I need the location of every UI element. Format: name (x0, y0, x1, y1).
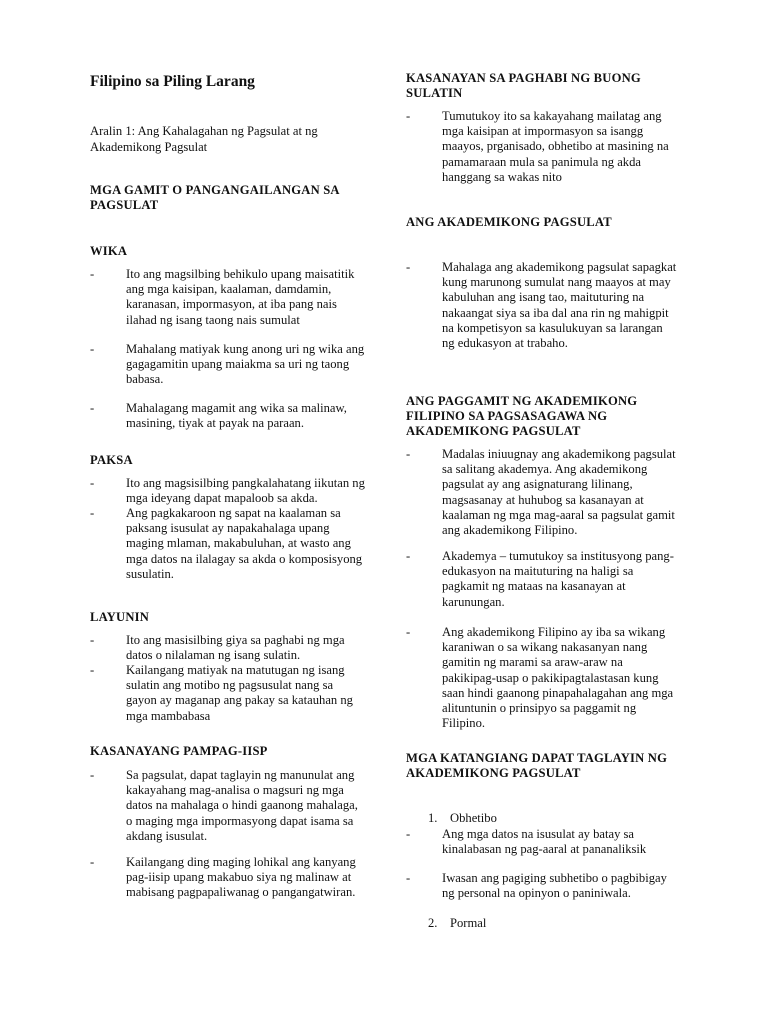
paggamit-item-3-text: Ang akademikong Filipino ay iba sa wikang karaniwan o sa wikang nakasanyan nang gamitin ng marami sa araw-araw na pakikipag-usap o pakikipagtalastasan kung saan hindi gaanong pinapahalagahan ang mga alituntunin o prinsipyo sa paggamit ng Filipino. (442, 625, 674, 731)
number-label: 1. (428, 811, 438, 825)
paghabi-item-1 (406, 109, 678, 185)
layunin-item-2-text: Kailangang matiyak na matutugan ng isang sulatin ang motibo ng pagsusulat nang sa gayon ay maganap ang pakay sa katauhan ng mga mambabasa (126, 663, 353, 723)
bullet-dash: - (406, 549, 411, 563)
paksa-item-1-text: Ito ang magsisilbing pangkalahatang iikutan ng mga ideyang dapat mapaloob sa akda. (126, 476, 365, 506)
paksa-item-1 (90, 476, 366, 506)
layunin-item-2 (90, 663, 366, 724)
bullet-dash: - (90, 342, 95, 356)
bullet-dash: - (90, 506, 95, 520)
bullet-dash: - (406, 625, 411, 639)
heading-pampag-iisp: KASANAYANG PAMPAG-IISP (90, 744, 268, 758)
akademiko-item-1 (406, 260, 678, 351)
wika-item-1 (90, 267, 366, 328)
bullet-dash: - (406, 109, 411, 123)
bullet-dash: - (90, 267, 95, 281)
paggamit-item-1 (406, 447, 678, 538)
bullet-dash: - (406, 871, 411, 885)
paghabi-item-1-text: Tumutukoy ito sa kakayahang mailatag ang mga kaisipan at impormasyon sa isangg maayos, prganisado, obhetibo at masining na pamamaraan mula sa panimula ng akda hanggang sa wakas nito (442, 109, 669, 184)
pampag-item-2-text: Kailangang ding maging lohikal ang kanyang pag-iisip upang makabuo siya ng malinaw at mabisang pagpapaliwanag o pangangatwiran. (126, 855, 356, 900)
bullet-dash: - (406, 827, 411, 841)
heading-wika: WIKA (90, 244, 128, 258)
paggamit-item-2 (406, 549, 678, 610)
paggamit-item-3 (406, 625, 678, 731)
paggamit-item-1-text: Madalas iniuugnay ang akademikong pagsulat sa salitang akademya. Ang akademikong pagsulat ay ang asignaturang lilinang, magsasanay at huhubog sa kasanayan at kaalaman ng mga mag-aaral sa pagsulat gamit ang akademikong Filipino. (442, 447, 676, 538)
katangian-item-2 (406, 871, 678, 901)
numbered-item-obhetibo (406, 811, 678, 826)
heading-layunin: LAYUNIN (90, 610, 150, 624)
katangian-item-1-text: Ang mga datos na isusulat ay batay sa kinalabasan ng pag-aaral at pananaliksik (442, 827, 647, 857)
bullet-dash: - (90, 476, 95, 490)
heading-paghabi: KASANAYAN SA PAGHABI NG BUONG SULATIN (406, 71, 641, 100)
wika-item-2-text: Mahalang matiyak kung anong uri ng wika ang gagagamitin upang maiakma sa uri ng taong babasa. (126, 342, 365, 387)
bullet-dash: - (90, 633, 95, 647)
bullet-dash: - (90, 768, 95, 782)
katangian-item-1 (406, 827, 678, 857)
wika-item-2 (90, 342, 366, 388)
numbered-item-pormal (406, 916, 678, 931)
heading-paksa: PAKSA (90, 453, 133, 467)
pampag-item-1-text: Sa pagsulat, dapat taglayin ng manunulat ang kakayahang mag-analisa o magsuri ng mga datos na mahalaga o hindi gaanong mahalaga, o maging mga impormasyong dapat isama sa akdang isusulat. (126, 768, 358, 843)
number-label: 2. (428, 916, 438, 930)
layunin-item-1 (90, 633, 366, 663)
numbered-item-label: Obhetibo (450, 811, 497, 825)
paksa-item-2 (90, 506, 366, 582)
wika-item-1-text: Ito ang magsilbing behikulo upang maisatitik ang mga kaisipan, kaalaman, damdamin, karanasan, impormasyon, at iba pang nais ilahad ng isang taong nais sumulat (126, 267, 355, 327)
heading-paggamit: ANG PAGGAMIT NG AKADEMIKONG FILIPINO SA PAGSASAGAWA NG AKADEMIKONG PAGSULAT (406, 394, 638, 438)
paggamit-item-2-text: Akademya – tumutukoy sa institusyong pang-edukasyon na maituturing na haligi sa pagkamit ng mataas na kasanayan at karunungan. (442, 549, 674, 609)
katangian-item-2-text: Iwasan ang pagiging subhetibo o pagbibigay ng personal na opinyon o paniniwala. (442, 871, 667, 901)
heading-gamit: MGA GAMIT O PANGANGAILANGAN SA PAGSULAT (90, 183, 340, 212)
lesson-title: Aralin 1: Ang Kahalagahan ng Pagsulat at ng Akademikong Pagsulat (90, 124, 318, 154)
bullet-dash: - (90, 855, 95, 869)
pampag-item-2 (90, 855, 366, 901)
document-title: Filipino sa Piling Larang (90, 73, 255, 90)
bullet-dash: - (406, 260, 411, 274)
layunin-item-1-text: Ito ang masisilbing giya sa paghabi ng mga datos o nilalaman ng isang sulatin. (126, 633, 345, 663)
bullet-dash: - (90, 401, 95, 415)
akademiko-item-1-text: Mahalaga ang akademikong pagsulat sapagkat kung marunong sumulat nang maayos at may kabuluhan ang isang tao, maituturing na nakaangat siya sa iba dal ana rin ng mahigpit na kompetisyon sa kasulukuyan sa larangan ng edukasyon at trabaho. (442, 260, 677, 351)
wika-item-3-text: Mahalagang magamit ang wika sa malinaw, masining, tiyak at payak na paraan. (126, 401, 347, 431)
heading-katangian: MGA KATANGIANG DAPAT TAGLAYIN NG AKADEMIKONG PAGSULAT (406, 751, 668, 780)
heading-akademikong-pagsulat: ANG AKADEMIKONG PAGSULAT (406, 215, 612, 229)
paksa-item-2-text: Ang pagkakaroon ng sapat na kaalaman sa paksang isusulat ay napakahalaga upang maging mlaman, makabuluhan, at wasto ang mga datos na ilalagay sa akda o komposisyong susulatin. (126, 506, 363, 581)
bullet-dash: - (406, 447, 411, 461)
numbered-item-label: Pormal (450, 916, 487, 930)
bullet-dash: - (90, 663, 95, 677)
wika-item-3 (90, 401, 366, 431)
pampag-item-1 (90, 768, 366, 844)
